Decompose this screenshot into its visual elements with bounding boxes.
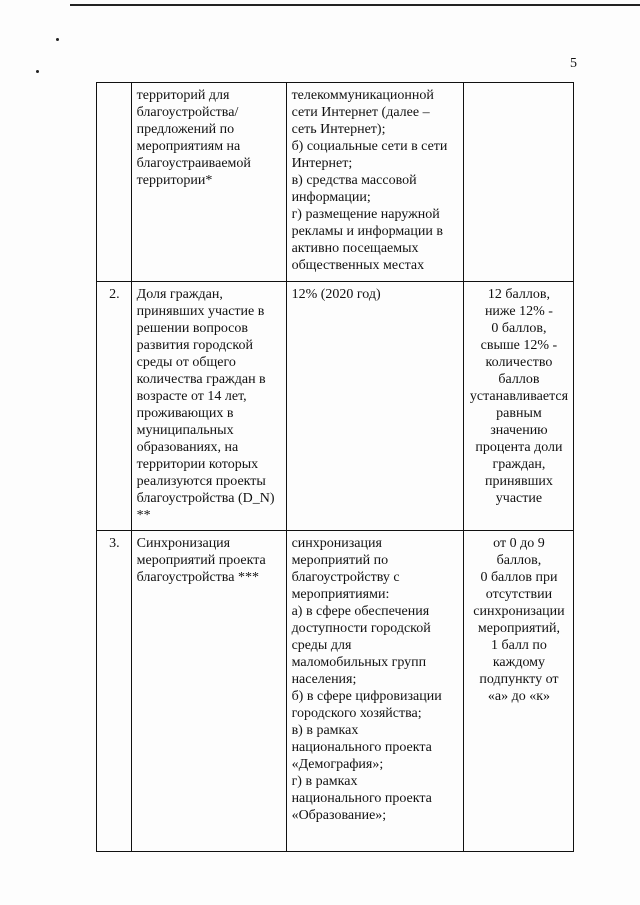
- row-number-cell: [97, 83, 132, 282]
- scan-speck: [36, 70, 39, 73]
- page-number: 5: [570, 56, 577, 71]
- row-number-cell: 2.: [97, 282, 132, 531]
- criterion-source-cell: 12% (2020 год): [286, 282, 463, 531]
- scan-speck: [56, 38, 59, 41]
- row-number-cell: 3.: [97, 531, 132, 852]
- criteria-table: [96, 82, 574, 852]
- scan-edge-line: [70, 4, 640, 6]
- table-row: [97, 531, 574, 852]
- criterion-score-cell: 12 баллов, ниже 12% - 0 баллов, свыше 12% - количество баллов устанавливается равным значению процента доли граждан, принявших участие: [463, 282, 573, 531]
- criterion-name-cell: Синхронизация мероприятий проекта благоустройства ***: [131, 531, 286, 852]
- table-row: [97, 282, 574, 531]
- criterion-score-cell: [463, 83, 573, 282]
- criterion-name-cell: территорий для благоустройства/ предложений по мероприятиям на благоустраиваемой территории*: [131, 83, 286, 282]
- criterion-source-cell: синхронизация мероприятий по благоустройству с мероприятиями: а) в сфере обеспечения доступности городской среды для маломобильных групп населения; б) в сфере цифровизации городского хозяйства; в) в рамках национального проекта «Демография»; г) в рамках национального проекта «Образование»;: [286, 531, 463, 852]
- criterion-source-cell: телекоммуникационной сети Интернет (далее – сеть Интернет); б) социальные сети в сети Интернет; в) средства массовой информации; г) размещение наружной рекламы и информации в активно посещаемых общественных местах: [286, 83, 463, 282]
- table-row: [97, 83, 574, 282]
- criterion-score-cell: от 0 до 9 баллов, 0 баллов при отсутствии синхронизации мероприятий, 1 балл по каждому подпункту от «а» до «к»: [463, 531, 573, 852]
- criterion-name-cell: Доля граждан, принявших участие в решении вопросов развития городской среды от общего количества граждан в возрасте от 14 лет, проживающих в муниципальных образованиях, на территории которых реализуются проекты благоустройства (D_N) **: [131, 282, 286, 531]
